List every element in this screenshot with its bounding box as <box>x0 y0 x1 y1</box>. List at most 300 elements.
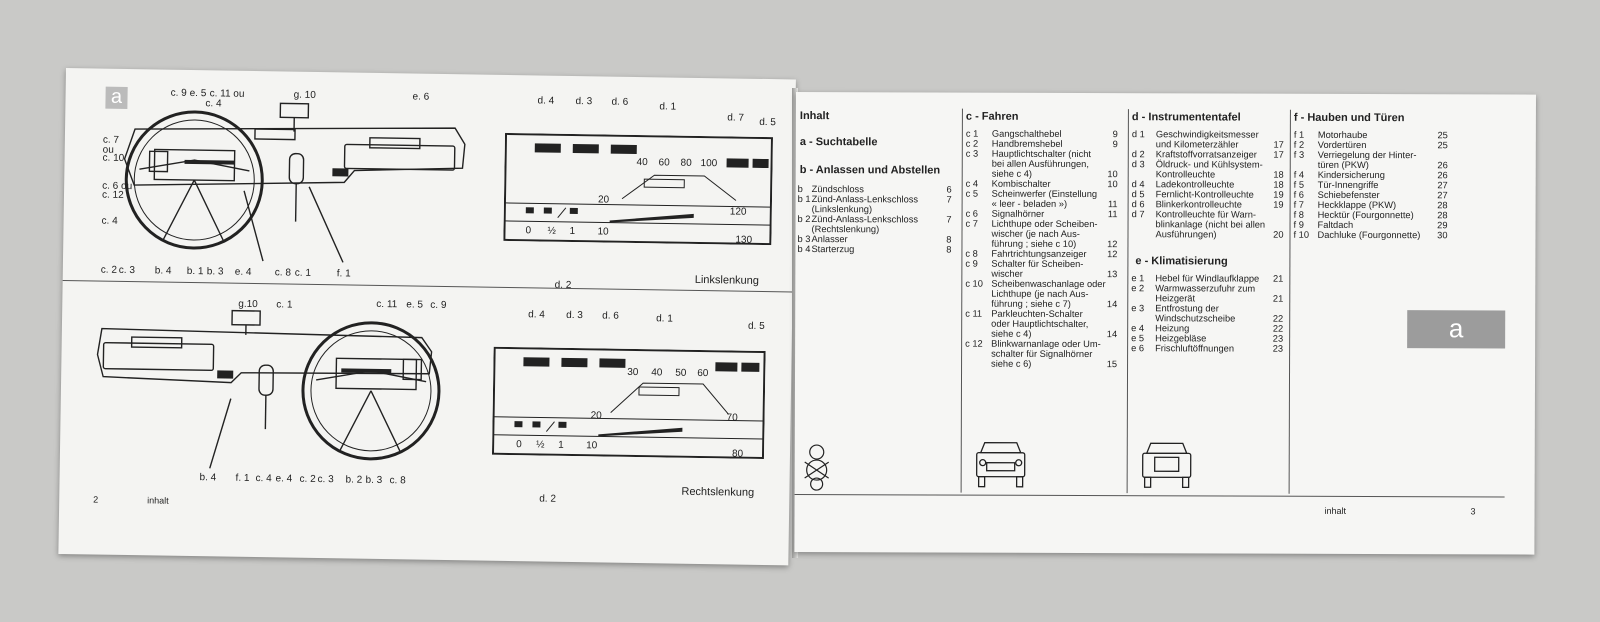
toc-entry-text: Zündschloss <box>811 184 864 195</box>
toc-entry <box>1132 199 1286 210</box>
toc-entry <box>1294 160 1454 171</box>
toc-entry-text: Windschutzscheibe <box>1155 313 1236 324</box>
toc-entry-text: Geschwindigkeitsmesser <box>1155 129 1259 140</box>
toc-entry <box>1132 179 1286 190</box>
toc-entry-text: Blinkerkontrolleuchte <box>1155 199 1242 210</box>
toc-entry-code: c 5 <box>965 188 979 199</box>
toc-entry <box>798 204 958 215</box>
toc-entry-text: (Linkslenkung) <box>811 204 873 215</box>
toc-entry-code: f 7 <box>1293 199 1304 210</box>
toc-entry <box>1294 200 1454 211</box>
toc-entry <box>966 169 1124 180</box>
page-number: 2 <box>93 494 99 505</box>
toc-entry-text: Blinkwarnanlage oder Um- <box>991 338 1101 350</box>
toc-entry-code: c 10 <box>965 278 983 289</box>
toc-entry <box>1294 180 1454 191</box>
diagram-label: f. 1 <box>235 472 250 484</box>
toc-entry-text: Gangschalthebel <box>991 128 1062 139</box>
gauge-tick: 70 <box>726 412 738 424</box>
toc-entry-page: 25 <box>1437 130 1448 141</box>
toc-entry-code: e 1 <box>1131 273 1145 284</box>
section-heading-f: f - Hauben und Türen <box>1293 111 1405 125</box>
toc-entry-text: Dachluke (Fourgonnette) <box>1317 229 1421 241</box>
toc-entry <box>965 269 1123 280</box>
toc-entry-text: siehe c 4) <box>991 168 1033 179</box>
diagram-label: b. 4 <box>154 265 172 277</box>
toc-entry-text: Ladekontrolleuchte <box>1155 179 1235 190</box>
toc-entry-text: Zünd-Anlass-Lenkschloss <box>811 194 919 205</box>
right-page <box>794 92 1536 555</box>
toc-entry-code: c 11 <box>965 308 983 319</box>
toc-entry <box>1131 333 1285 344</box>
toc-entry-text: Schiebefenster <box>1317 189 1380 201</box>
diagram-label: c. 1 <box>276 299 293 311</box>
toc-entry-page: 22 <box>1272 313 1284 324</box>
toc-entry-text: Heckklappe (PKW) <box>1317 199 1397 211</box>
gauge-label: d. 5 <box>747 320 765 333</box>
toc-entry-code: c 8 <box>965 248 978 259</box>
toc-entry-code: f 6 <box>1293 189 1305 200</box>
diagram-label: b. 3 <box>206 266 224 278</box>
toc-entry-text: und Kilometerzähler <box>1155 139 1239 150</box>
toc-entry <box>965 329 1123 340</box>
gauge-tick: 20 <box>597 194 610 206</box>
gauge-tick: 80 <box>680 157 692 169</box>
toc-entry-text: Kraftstoffvorratsanzeiger <box>1155 149 1257 160</box>
toc-entry <box>965 299 1123 310</box>
page-number: 3 <box>1470 506 1476 517</box>
gauge-tick: 120 <box>729 206 747 218</box>
section-d-list <box>1131 129 1285 240</box>
toc-entry-page: 6 <box>946 184 952 195</box>
toc-entry-text: Scheibenwaschanlage oder <box>991 278 1106 290</box>
toc-entry-page: 21 <box>1272 273 1284 284</box>
toc-entry-text: Zünd-Anlass-Lenkschloss <box>811 214 919 225</box>
toc-entry-page: 9 <box>1112 139 1118 150</box>
toc-entry-page: 29 <box>1437 220 1448 231</box>
gauge-tick: 10 <box>597 226 609 238</box>
toc-entry-code: b <box>797 184 803 195</box>
gauge-label: d. 2 <box>539 493 557 505</box>
section-heading-a: a - Suchtabelle <box>799 136 878 149</box>
diagram-label: c. 8 <box>389 475 406 487</box>
toc-entry <box>965 259 1123 270</box>
toc-entry-text: Faltdach <box>1317 219 1354 230</box>
gauge-label: d. 5 <box>759 116 777 129</box>
toc-entry <box>1132 159 1286 170</box>
page-footer: inhalt <box>1324 505 1347 516</box>
toc-entry <box>1131 229 1285 240</box>
toc-entry-text: türen (PKW) <box>1317 159 1369 171</box>
toc-entry-code: e 5 <box>1131 333 1145 344</box>
toc-entry-page: 11 <box>1107 209 1118 220</box>
gauge-tick: 1 <box>569 225 576 238</box>
toc-entry-text: führung ; siehe c 10) <box>991 238 1077 249</box>
toc-entry <box>1131 313 1285 324</box>
gauge-tick: 10 <box>586 440 598 452</box>
toc-entry <box>966 179 1124 190</box>
gauge-tick: 20 <box>590 410 602 422</box>
toc-entry-page: 12 <box>1107 239 1118 250</box>
diagram-label: b. 3 <box>365 474 383 487</box>
toc-entry-text: Heizgebläse <box>1155 333 1207 344</box>
diagram-label: g.10 <box>238 298 258 311</box>
toc-entry-code: d 2 <box>1131 149 1145 160</box>
toc-entry-text: blinkanlage (nicht bei allen <box>1155 219 1266 230</box>
toc-entry-text: oder Hauptlichtschalter, <box>991 318 1089 330</box>
toc-entry <box>966 159 1124 170</box>
car-rear-icon <box>1139 439 1195 491</box>
toc-entry <box>1131 343 1285 354</box>
toc-entry <box>966 219 1124 230</box>
toc-entry <box>1132 169 1286 180</box>
caption-linkslenkung: Linkslenkung <box>694 273 760 287</box>
toc-entry <box>965 349 1123 360</box>
toc-entry-text: Ausführungen) <box>1155 229 1217 240</box>
toc-entry-code: d 5 <box>1131 189 1145 200</box>
toc-entry <box>966 149 1124 160</box>
toc-entry-page: 18 <box>1273 179 1284 190</box>
toc-entry-code: e 2 <box>1131 283 1145 294</box>
toc-entry-text: Motorhaube <box>1317 129 1368 140</box>
section-c-list <box>965 129 1124 370</box>
toc-entry-text: schalter für Signalhörner <box>991 348 1093 360</box>
gauge-label: d. 3 <box>575 96 593 108</box>
toc-entry-page: 19 <box>1273 199 1284 210</box>
toc-entry <box>1294 190 1454 201</box>
toc-entry-code: c 6 <box>965 208 979 219</box>
toc-entry-text: Kontrolleuchte <box>1155 169 1216 180</box>
left-page <box>58 68 796 565</box>
toc-entry-page: 26 <box>1437 160 1448 171</box>
toc-entry <box>1132 139 1286 150</box>
column-divider <box>961 109 963 493</box>
toc-entry <box>1294 150 1454 161</box>
toc-entry-page: 10 <box>1107 179 1118 190</box>
toc-entry <box>965 359 1123 370</box>
toc-entry-text: Lichthupe (je nach Aus- <box>991 288 1089 300</box>
toc-entry-text: Hebel für Windlaufklappe <box>1155 273 1260 284</box>
diagram-label: g. 10 <box>293 89 316 101</box>
toc-entry <box>965 279 1123 290</box>
toc-entry-text: Parkleuchten-Schalter <box>991 308 1083 320</box>
diagram-label: e. 4 <box>234 266 252 278</box>
diagram-label: c. 4 <box>205 98 222 110</box>
toc-entry <box>1131 293 1285 304</box>
gauge-label: d. 6 <box>602 310 619 322</box>
toc-entry-page: 28 <box>1437 200 1448 211</box>
toc-entry-text: Entfrostung der <box>1155 303 1219 314</box>
gauge-tick: 40 <box>636 156 648 169</box>
toc-entry-text: Kontrolleuchte für Warn- <box>1155 209 1257 220</box>
toc-entry-code: b 1 <box>797 194 811 205</box>
toc-entry-text: Heizgerät <box>1155 293 1196 304</box>
toc-entry-code: c 9 <box>965 258 978 269</box>
gauge-tick: 80 <box>731 448 744 460</box>
toc-entry <box>965 229 1123 240</box>
toc-entry <box>1132 219 1286 230</box>
toc-entry-page: 19 <box>1273 189 1284 200</box>
toc-entry <box>1132 209 1286 220</box>
gauge-label: d. 1 <box>656 313 673 325</box>
toc-entry-code: b 4 <box>797 244 811 255</box>
toc-entry <box>798 224 958 235</box>
section-b-list <box>797 184 957 255</box>
toc-entry-text: « leer - beladen ») <box>991 198 1068 209</box>
gauge-label: d. 4 <box>528 309 545 321</box>
section-tab-a: a <box>1407 310 1505 348</box>
toc-entry-text: Warmwasserzufuhr zum <box>1155 283 1256 294</box>
diagram-label: c. 1 <box>294 267 312 279</box>
diagram-label: c. 2 <box>100 264 118 276</box>
toc-entry-text: Signalhörner <box>991 208 1045 219</box>
toc-entry-code: f 3 <box>1293 149 1305 160</box>
diagram-label: c. 12 <box>101 189 124 201</box>
toc-entry-text: wischer (je nach Aus- <box>991 228 1080 239</box>
gauge-tick: 0 <box>525 225 532 237</box>
toc-entry-page: 27 <box>1437 190 1448 201</box>
toc-entry <box>1294 170 1454 181</box>
toc-entry <box>1293 230 1453 241</box>
diagram-label: c. 7 <box>102 134 120 146</box>
diagram-label: c. 10 <box>102 152 125 164</box>
instrument-cluster-lhd <box>503 133 773 245</box>
toc-entry-text: Frischluftöffnungen <box>1155 343 1235 354</box>
toc-entry-code: c 7 <box>965 218 978 229</box>
gauge-label: d. 4 <box>537 95 555 107</box>
section-heading-c: c - Fahren <box>965 110 1019 123</box>
diagram-label: c. 3 <box>118 264 136 277</box>
section-f-list <box>1293 130 1453 241</box>
toc-entry-code: c 4 <box>965 178 979 189</box>
toc-entry <box>966 199 1124 210</box>
toc-entry-page: 14 <box>1106 329 1118 340</box>
toc-entry <box>1294 220 1454 231</box>
gauge-tick: 60 <box>658 157 670 169</box>
toc-entry-text: siehe c 6) <box>991 358 1032 369</box>
gauge-tick: 130 <box>735 234 753 246</box>
gauge-label: d. 3 <box>566 309 583 322</box>
section-letter: a <box>105 87 127 109</box>
gauge-tick: 30 <box>627 366 639 379</box>
toc-entry <box>1131 283 1285 294</box>
toc-entry-code: b 2 <box>797 214 811 225</box>
gauge-tick: 1 <box>558 439 564 451</box>
toc-entry-page: 8 <box>946 244 952 255</box>
toc-entry <box>1131 323 1285 334</box>
toc-entry-code: d 4 <box>1131 179 1145 190</box>
toc-entry-code: c 12 <box>965 338 983 349</box>
toc-entry-text: Scheinwerfer (Einstellung <box>991 188 1098 200</box>
toc-entry-code: c 2 <box>965 138 979 149</box>
toc-entry-code: f 1 <box>1293 129 1305 140</box>
toc-entry-code: d 6 <box>1131 199 1145 210</box>
car-front-icon <box>973 439 1029 491</box>
toc-entry-page: 27 <box>1437 180 1448 191</box>
toc-entry-text: Hauptlichtschalter (nicht <box>991 148 1092 160</box>
diagram-label: c. 11 <box>376 298 398 311</box>
gauge-label: d. 2 <box>554 279 572 291</box>
diagram-label: c. 11 ou <box>209 88 245 100</box>
gauge-label: d. 6 <box>611 96 629 108</box>
gauge-label: d. 1 <box>659 101 677 113</box>
section-e-list <box>1131 273 1285 354</box>
column-divider <box>1127 109 1129 493</box>
toc-entry-page: 20 <box>1273 229 1284 240</box>
toc-entry-text: Kombischalter <box>991 178 1051 189</box>
toc-entry-page: 11 <box>1107 199 1118 210</box>
diagram-label: e. 4 <box>275 473 293 485</box>
toc-entry-text: wischer <box>991 268 1023 279</box>
toc-entry-text: Öldruck- und Kühlsystem- <box>1155 159 1263 170</box>
toc-entry <box>1132 189 1286 200</box>
diagram-label: e. 6 <box>412 91 430 103</box>
toc-entry-code: f 10 <box>1293 229 1310 240</box>
toc-entry <box>965 239 1123 250</box>
diagram-label: c. 9 <box>430 299 447 312</box>
toc-entry-page: 12 <box>1107 249 1118 260</box>
toc-entry <box>1294 210 1454 221</box>
toc-entry-text: (Rechtslenkung) <box>811 224 880 235</box>
toc-entry-page: 7 <box>946 214 952 225</box>
diagram-label: b. 1 <box>186 265 204 278</box>
toc-entry-page: 13 <box>1107 269 1118 280</box>
toc-entry <box>798 214 958 225</box>
diagram-label: c. 4 <box>255 473 272 485</box>
toc-entry-page: 18 <box>1273 169 1284 180</box>
toc-entry-page: 10 <box>1107 169 1118 180</box>
toc-entry-page: 7 <box>946 194 952 205</box>
caption-rechtslenkung: Rechtslenkung <box>681 485 755 499</box>
toc-entry-code: f 9 <box>1293 219 1304 230</box>
toc-entry-code: e 3 <box>1131 303 1145 314</box>
diagram-label: b. 4 <box>199 472 217 484</box>
toc-entry-page: 30 <box>1437 230 1448 241</box>
diagram-label: c. 4 <box>101 215 118 227</box>
gauge-tick: 100 <box>700 157 718 170</box>
toc-entry-code: d 1 <box>1131 129 1145 140</box>
toc-entry-page: 17 <box>1273 149 1284 160</box>
toc-entry-code: c 3 <box>965 148 979 159</box>
diagram-label: f. 1 <box>336 268 351 280</box>
toc-entry <box>965 309 1123 320</box>
toc-entry-code: d 7 <box>1131 209 1145 220</box>
column-divider <box>1289 110 1291 494</box>
toc-entry <box>1132 129 1286 140</box>
toc-entry-text: Hecktür (Fourgonnette) <box>1317 209 1414 221</box>
toc-entry <box>798 184 958 195</box>
toc-entry-page: 26 <box>1437 170 1448 181</box>
gauge-label: d. 7 <box>727 112 745 124</box>
footer-rule <box>795 494 1505 497</box>
toc-entry-text: Vordertüren <box>1317 139 1367 150</box>
instrument-cluster-rhd <box>492 347 766 459</box>
toc-entry-text: führung ; siehe c 7) <box>991 298 1071 309</box>
toc-entry-text: Heizung <box>1155 323 1190 334</box>
toc-entry-code: f 5 <box>1293 179 1305 190</box>
toc-entry-code: d 3 <box>1131 159 1145 170</box>
gauge-tick: 50 <box>675 367 687 379</box>
toc-entry-text: Fahrtrichtungsanzeiger <box>991 248 1087 260</box>
toc-entry-code: c 1 <box>965 128 979 139</box>
diagram-label: ou <box>102 144 114 156</box>
toc-entry <box>1294 140 1454 151</box>
diagram-label: e. 5 <box>189 87 207 100</box>
toc-entry-text: siehe c 4) <box>991 328 1032 339</box>
illustration-figure <box>799 442 835 492</box>
toc-entry-code: f 2 <box>1293 139 1305 150</box>
toc-entry-code: b 3 <box>797 234 811 245</box>
toc-entry-text: Lichthupe oder Scheiben- <box>991 218 1098 230</box>
toc-entry <box>1131 303 1285 314</box>
toc-entry-page: 23 <box>1272 343 1284 354</box>
gauge-tick: 60 <box>697 367 709 380</box>
section-heading-b: b - Anlassen und Abstellen <box>799 164 941 177</box>
toc-entry-page: 15 <box>1106 359 1118 370</box>
dashboard-rhd-drawing <box>90 306 493 485</box>
toc-entry <box>1132 149 1286 160</box>
diagram-label: b. 2 <box>345 474 363 486</box>
toc-entry-code: e 4 <box>1131 323 1145 334</box>
toc-entry <box>797 234 957 245</box>
toc-entry-text: Anlasser <box>811 234 848 245</box>
section-heading-e: e - Klimatisierung <box>1135 255 1228 268</box>
toc-entry-page: 21 <box>1272 293 1284 304</box>
toc-entry-text: bei allen Ausführungen, <box>991 158 1089 170</box>
diagram-label: c. 2 <box>299 473 316 485</box>
toc-entry <box>966 189 1124 200</box>
section-heading-d: d - Instrumententafel <box>1131 111 1241 124</box>
diagram-label: c. 3 <box>317 474 334 486</box>
diagram-label: e. 5 <box>406 299 424 311</box>
toc-entry <box>965 339 1123 350</box>
toc-entry-page: 14 <box>1106 299 1118 310</box>
diagram-label: c. 6 ou <box>102 180 133 193</box>
gauge-tick: 40 <box>651 367 663 379</box>
toc-entry-page: 23 <box>1272 333 1284 344</box>
toc-entry-page: 25 <box>1437 140 1448 151</box>
diagram-label: c. 9 <box>170 87 187 99</box>
toc-entry-page: 22 <box>1272 323 1284 334</box>
toc-entry <box>965 319 1123 330</box>
gauge-tick: ½ <box>547 225 556 237</box>
toc-entry-code: f 8 <box>1293 209 1304 220</box>
toc-entry-text: Verriegelung der Hinter- <box>1317 149 1417 161</box>
toc-entry-code: f 4 <box>1293 169 1305 180</box>
toc-entry <box>965 289 1123 300</box>
toc-entry <box>966 129 1124 140</box>
diagram-label: c. 8 <box>274 267 292 279</box>
toc-entry-page: 28 <box>1437 210 1448 221</box>
toc-entry <box>1131 273 1285 284</box>
toc-entry-page: 8 <box>946 234 952 245</box>
toc-entry <box>1294 130 1454 141</box>
toc-entry <box>966 209 1124 220</box>
toc-entry-page: 9 <box>1112 129 1118 140</box>
toc-title: Inhalt <box>799 110 830 123</box>
gauge-tick: ½ <box>536 439 545 451</box>
toc-entry <box>966 139 1124 150</box>
toc-entry-text: Handbremshebel <box>991 138 1063 149</box>
toc-entry-text: Kindersicherung <box>1317 169 1385 181</box>
page-footer: inhalt <box>147 495 169 506</box>
toc-entry-code: e 6 <box>1131 343 1145 354</box>
dashboard-lhd-drawing <box>93 88 516 285</box>
toc-entry-page: 17 <box>1273 139 1284 150</box>
toc-entry-text: Starterzug <box>811 244 855 255</box>
toc-entry-text: Tür-Innengriffe <box>1317 179 1379 191</box>
gauge-tick: 0 <box>516 439 522 451</box>
